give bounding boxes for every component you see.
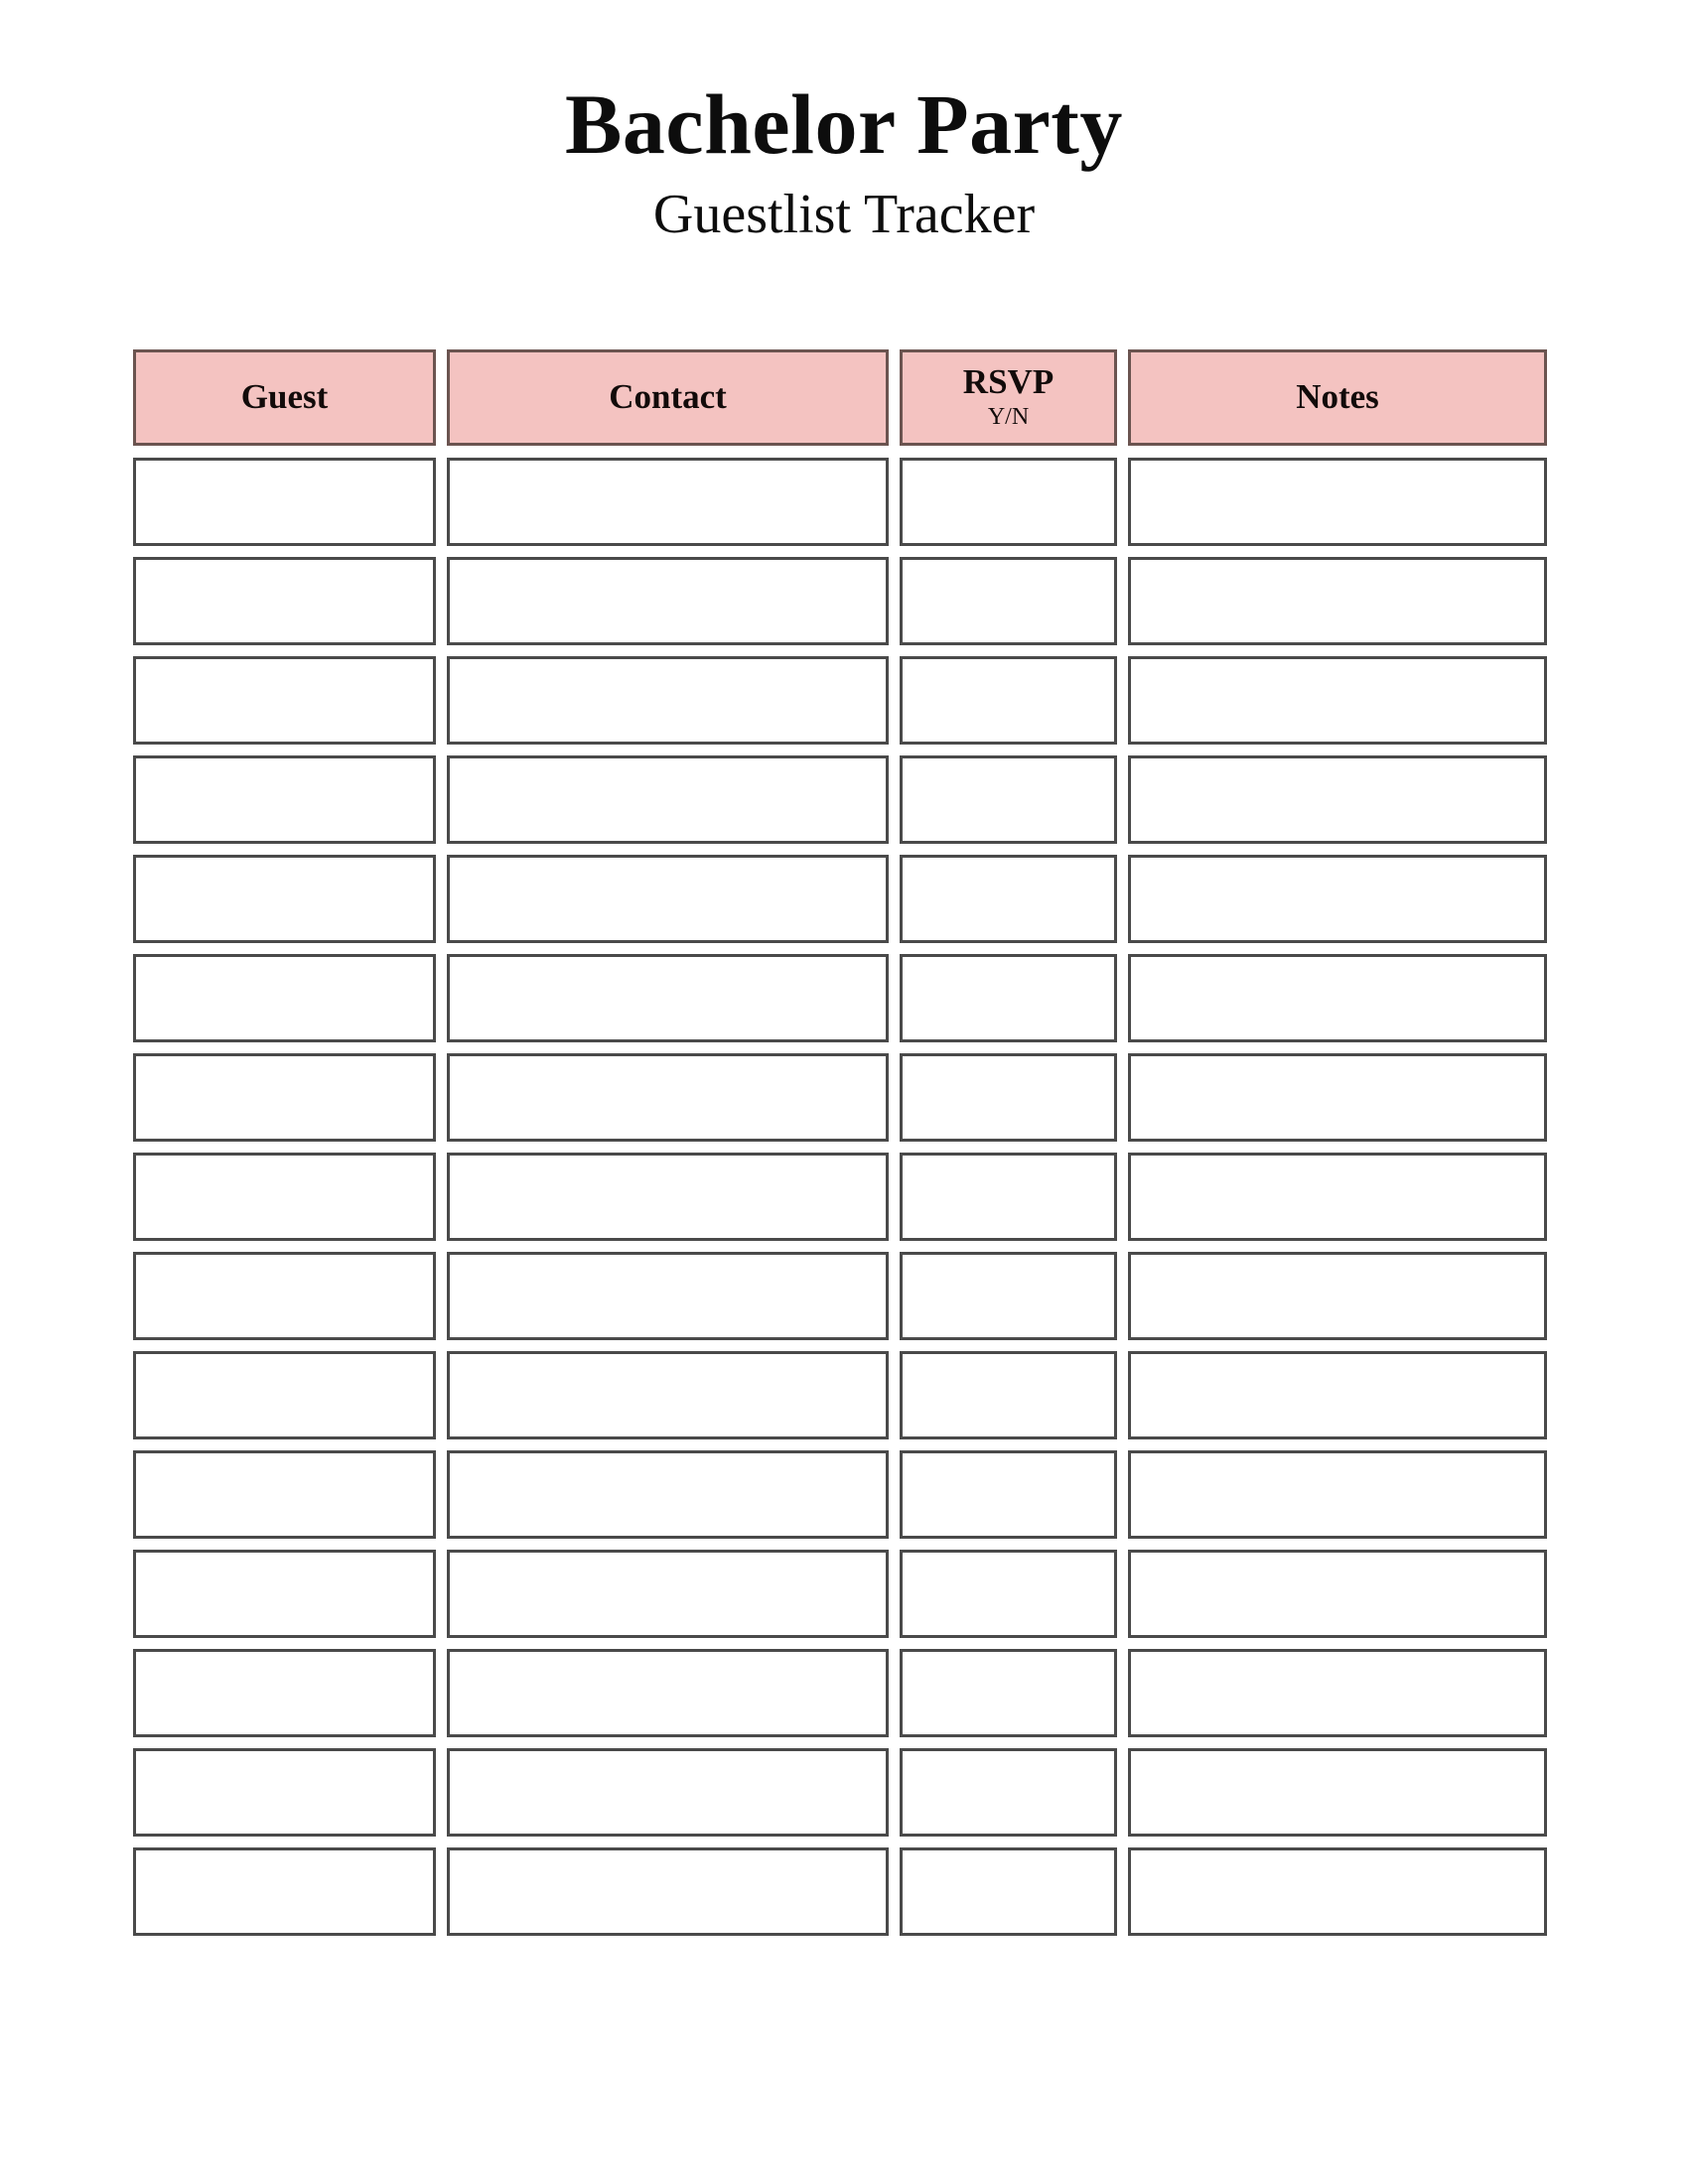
table-cell-notes[interactable] — [1128, 557, 1547, 645]
table-cell-rsvp[interactable] — [900, 954, 1117, 1042]
table-cell-guest[interactable] — [133, 954, 436, 1042]
column-header-notes-label: Notes — [1296, 377, 1379, 417]
table-cell-contact[interactable] — [447, 855, 889, 943]
table-row — [133, 1847, 1547, 1936]
table-cell-guest[interactable] — [133, 1550, 436, 1638]
table-cell-guest[interactable] — [133, 458, 436, 546]
table-cell-guest[interactable] — [133, 1053, 436, 1142]
table-row — [133, 557, 1547, 645]
table-cell-notes[interactable] — [1128, 954, 1547, 1042]
table-row — [133, 1153, 1547, 1241]
rsvp-header-stack — [962, 361, 1055, 431]
table-cell-contact[interactable] — [447, 1847, 889, 1936]
column-header-rsvp — [900, 349, 1117, 446]
table-cell-guest[interactable] — [133, 1153, 436, 1241]
table-cell-rsvp[interactable] — [900, 1748, 1117, 1837]
table-cell-rsvp[interactable] — [900, 458, 1117, 546]
table-cell-rsvp[interactable] — [900, 755, 1117, 844]
table-cell-guest[interactable] — [133, 1649, 436, 1737]
table-cell-notes[interactable] — [1128, 755, 1547, 844]
column-header-notes — [1128, 349, 1547, 446]
table-cell-guest[interactable] — [133, 1748, 436, 1837]
table-cell-rsvp[interactable] — [900, 1649, 1117, 1737]
column-header-guest — [133, 349, 436, 446]
table-cell-notes[interactable] — [1128, 1252, 1547, 1340]
table-body — [133, 458, 1547, 1936]
table-row — [133, 1649, 1547, 1737]
table-cell-rsvp[interactable] — [900, 1053, 1117, 1142]
page-title: Bachelor Party — [565, 76, 1123, 172]
guestlist-table — [133, 349, 1547, 1947]
table-row — [133, 1450, 1547, 1539]
table-cell-contact[interactable] — [447, 1550, 889, 1638]
table-row — [133, 1351, 1547, 1439]
table-row — [133, 1252, 1547, 1340]
table-row — [133, 855, 1547, 943]
table-cell-guest[interactable] — [133, 557, 436, 645]
table-row — [133, 656, 1547, 745]
table-header-row — [133, 349, 1547, 446]
table-cell-guest[interactable] — [133, 855, 436, 943]
table-cell-contact[interactable] — [447, 1252, 889, 1340]
table-cell-rsvp[interactable] — [900, 1450, 1117, 1539]
column-header-contact-label: Contact — [609, 377, 727, 417]
table-cell-contact[interactable] — [447, 656, 889, 745]
table-cell-contact[interactable] — [447, 755, 889, 844]
table-cell-guest[interactable] — [133, 1450, 436, 1539]
table-cell-notes[interactable] — [1128, 1450, 1547, 1539]
table-cell-rsvp[interactable] — [900, 1252, 1117, 1340]
table-cell-guest[interactable] — [133, 1847, 436, 1936]
table-cell-guest[interactable] — [133, 1351, 436, 1439]
column-header-rsvp-sublabel: Y/N — [987, 403, 1030, 430]
table-row — [133, 1550, 1547, 1638]
page-header — [0, 0, 1688, 245]
table-cell-contact[interactable] — [447, 557, 889, 645]
table-cell-notes[interactable] — [1128, 1351, 1547, 1439]
table-cell-guest[interactable] — [133, 755, 436, 844]
table-cell-contact[interactable] — [447, 954, 889, 1042]
table-row — [133, 1053, 1547, 1142]
table-cell-guest[interactable] — [133, 656, 436, 745]
table-cell-contact[interactable] — [447, 458, 889, 546]
table-cell-notes[interactable] — [1128, 1847, 1547, 1936]
table-cell-rsvp[interactable] — [900, 656, 1117, 745]
table-cell-notes[interactable] — [1128, 656, 1547, 745]
table-row — [133, 755, 1547, 844]
column-header-guest-label: Guest — [240, 377, 329, 417]
table-cell-notes[interactable] — [1128, 1153, 1547, 1241]
table-cell-contact[interactable] — [447, 1649, 889, 1737]
table-cell-rsvp[interactable] — [900, 1153, 1117, 1241]
table-cell-notes[interactable] — [1128, 1550, 1547, 1638]
page-subtitle: Guestlist Tracker — [652, 183, 1036, 245]
table-cell-notes[interactable] — [1128, 1053, 1547, 1142]
table-row — [133, 1748, 1547, 1837]
table-cell-rsvp[interactable] — [900, 1550, 1117, 1638]
table-cell-notes[interactable] — [1128, 458, 1547, 546]
table-row — [133, 954, 1547, 1042]
table-cell-contact[interactable] — [447, 1748, 889, 1837]
column-header-contact — [447, 349, 889, 446]
table-cell-notes[interactable] — [1128, 1748, 1547, 1837]
table-cell-notes[interactable] — [1128, 1649, 1547, 1737]
table-cell-guest[interactable] — [133, 1252, 436, 1340]
table-cell-contact[interactable] — [447, 1450, 889, 1539]
table-cell-rsvp[interactable] — [900, 855, 1117, 943]
table-cell-contact[interactable] — [447, 1351, 889, 1439]
table-row — [133, 458, 1547, 546]
column-header-rsvp-label: RSVP — [962, 361, 1055, 401]
table-cell-contact[interactable] — [447, 1153, 889, 1241]
table-cell-rsvp[interactable] — [900, 1351, 1117, 1439]
table-cell-rsvp[interactable] — [900, 557, 1117, 645]
table-cell-contact[interactable] — [447, 1053, 889, 1142]
table-cell-rsvp[interactable] — [900, 1847, 1117, 1936]
table-cell-notes[interactable] — [1128, 855, 1547, 943]
